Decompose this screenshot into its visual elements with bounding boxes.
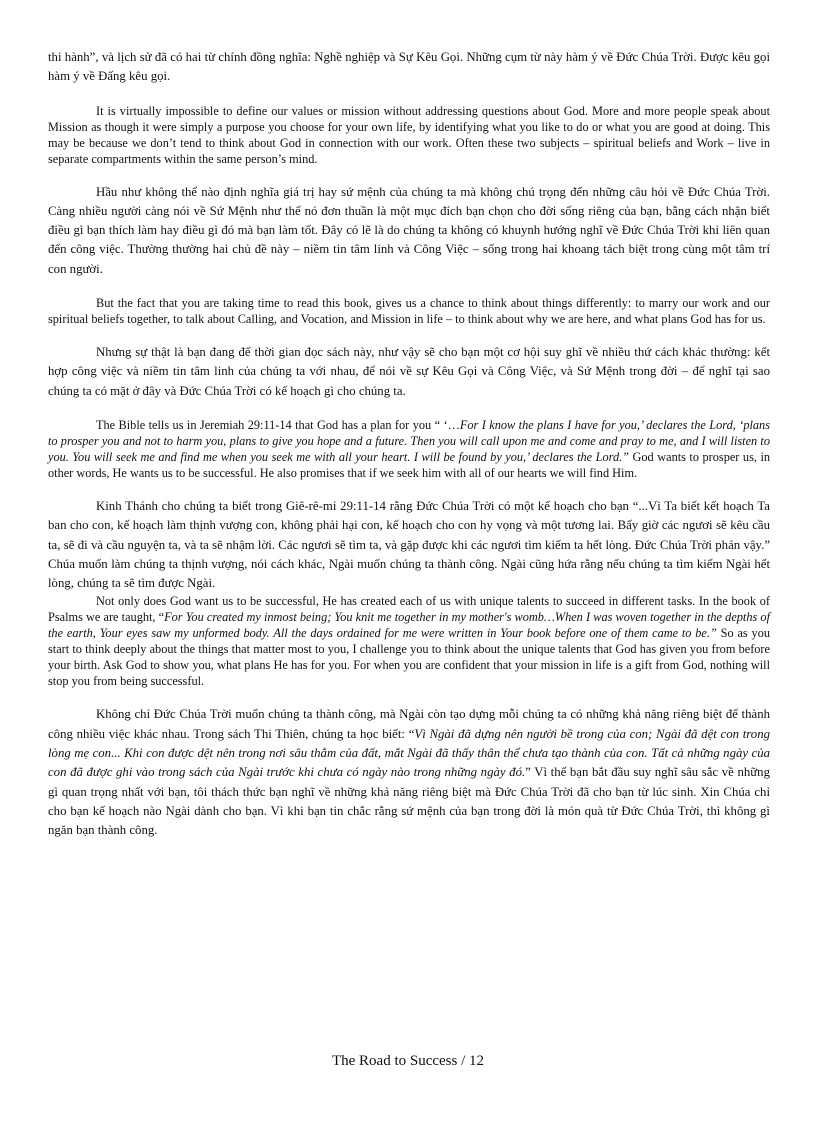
- paragraph-vi-psalms: [48, 705, 770, 840]
- psalms-lead: Not only does God want us to be successful, He has created each of us with unique talents to succeed in different tasks. In the book of Psalms we are taught, “: [48, 594, 770, 625]
- page-body: [48, 48, 770, 841]
- paragraph-vi-read-book: Nhưng sự thật là bạn đang để thời gian đọc sách này, như vậy sẽ cho bạn một cơ hội suy ghĩ về nhiều thứ cách khác thường: kết hợp công việc và niềm tin tâm linh của chúng ta với nhau, để nói về sự Kêu Gọi và Công Việc, và Sứ Mệnh trong đời – để nghĩ tại sao chúng ta có mặt ở đây và Đức Chúa Trời có kế hoạch gì cho chúng ta.: [48, 345, 770, 398]
- paragraph-vi-jeremiah: Kinh Thánh cho chúng ta biết trong Giê-rê-mi 29:11-14 rằng Đức Chúa Trời có một kế hoạch cho bạn “...Vì Ta biết kết hoạch Ta ban cho con, kế hoạch làm thịnh vượng con, không phải hại con, kế hoạch cho con hy vọng và một tương lai. Bấy giờ các ngươi sẽ kêu cầu ta, sẽ đi và cầu nguyện ta, và ta sẽ nhậm lời. Các ngươi sẽ tìm ta, và gặp được khi các ngươi tìm kiếm ta hết lòng. Đức Chúa Trời phán vậy.” Chúa muốn làm chúng ta thịnh vượng, nói cách khác, Ngài muốn chúng ta thành công. Ngài cũng hứa rằng nếu chúng ta tìm kiếm Ngài hết lòng, chúng ta sẽ tìm được Ngài.: [48, 498, 770, 591]
- paragraph-vi-intro: thi hành”, và lịch sử đã có hai từ chính đồng nghĩa: Nghề nghiệp và Sự Kêu Gọi. Những cụm từ này hàm ý về Đức Chúa Trời. Được kêu gọi hàm ý về Đấng kêu gọi.: [48, 50, 770, 84]
- psalms-quote: For You created my inmost being; You knit me together in my mother's womb…When I was woven together in the depths of the earth, Your eyes saw my unformed body. All the days ordained for me were written in Your book before one of them came to be.”: [48, 610, 770, 641]
- psalms-vi-lead: Không chỉ Đức Chúa Trời muốn chúng ta thành công, mà Ngài còn tạo dựng mỗi chúng ta có những khả năng riêng biệt để thành công nhiều việc khác nhau. Trong sách Thi Thiên, chúng ta học biết: “: [48, 707, 770, 741]
- psalms-vi-tail: ” Vì thế bạn bắt đầu suy nghĩ sâu sắc về những gì quan trọng nhất với bạn, tôi thách thức bạn nghĩ về những khả năng riêng biệt mà Đức Chúa Trời đã cho bạn từ lúc sinh. Xin Chúa chỉ cho bạn kế hoạch nào Ngài dành cho bạn. Vì khi bạn tin chắc rằng sứ mệnh của bạn trong đời là món quà từ Đức Chúa Trời, thì không gì ngăn bạn thành công.: [48, 765, 770, 838]
- paragraph-en-define-values: It is virtually impossible to define our values or mission without addressing questions about God. More and more people speak about Mission as though it were simply a purpose you choose for your own life, by identifying what you like to do or what you are good at doing. This may be because we don’t tend to think about God in connection with our work. Often these two subjects – spiritual beliefs and Work – live in separate compartments within the same person’s mind.: [48, 103, 770, 166]
- jeremiah-tail: God wants to prosper us, in other words, He wants us to be successful. He also promises that if we seek him with all of our hearts we will find Him.: [48, 449, 771, 480]
- psalms-tail: So as you start to think deeply about the things that matter most to you, I challenge you to think about the unique talents that God has given you from before your birth. Ask God to show you, what plans He has for you. For when you are confident that your mission in life is a gift from God, nothing will stop you from being successful.: [48, 626, 770, 689]
- paragraph-vi-define-values: Hầu như không thể nào định nghĩa giá trị hay sứ mệnh của chúng ta mà không chú trọng đến những câu hỏi về Đức Chúa Trời. Càng nhiều người càng nói về Sứ Mệnh như thể nó đơn thuần là một mục đích bạn chọn cho đời sống riêng của bạn, bằng cách nhận biết điều gì bạn thích làm hay điều gì đó mà bạn làm tốt. Đây có lẽ là do chúng ta không có khuynh hướng nghĩ về Đức Chúa Trời khi liên quan đến công việc. Thường thường hai chủ đề này – niềm tin tâm linh và Công Việc – sống trong hai khoang tách biệt trong cùng một tâm trí con người.: [48, 184, 770, 276]
- jeremiah-quote: For I know the plans I have for you,’ declares the Lord, ‘plans to prosper you and not to harm you, plans to give you hope and a future. Then you will call upon me and come and pray to me, and I will listen to you. You will seek me and find me when you seek me with all your heart. I will be found by you,’ declares the Lord.”: [48, 417, 770, 464]
- paragraph-en-jeremiah: [48, 417, 770, 481]
- psalms-vi-quote: Vì Ngài đã dựng nên người bề trong của con; Ngài đã dệt con trong lòng mẹ con... Khi con được dệt nên trong nơi sâu thẳm của đất, mắt Ngài đã thấy thân thể chưa tạo thành của con. Tất cả những ngày của con đã được ghi vào trong sách của Ngài trước khi chưa có ngày nào trong những ngày đó.: [48, 726, 770, 780]
- jeremiah-lead: The Bible tells us in Jeremiah 29:11-14 that God has a plan for you “ ‘…: [96, 417, 460, 432]
- page-footer: The Road to Success / 12: [331, 1053, 485, 1069]
- paragraph-en-read-book: But the fact that you are taking time to read this book, gives us a chance to think about things differently: to marry our work and our spiritual beliefs together, to talk about Calling, and Vocation, and Mission in life – to think about why we are here, and what plans God has for us.: [48, 296, 770, 327]
- paragraph-en-psalms: [48, 593, 770, 689]
